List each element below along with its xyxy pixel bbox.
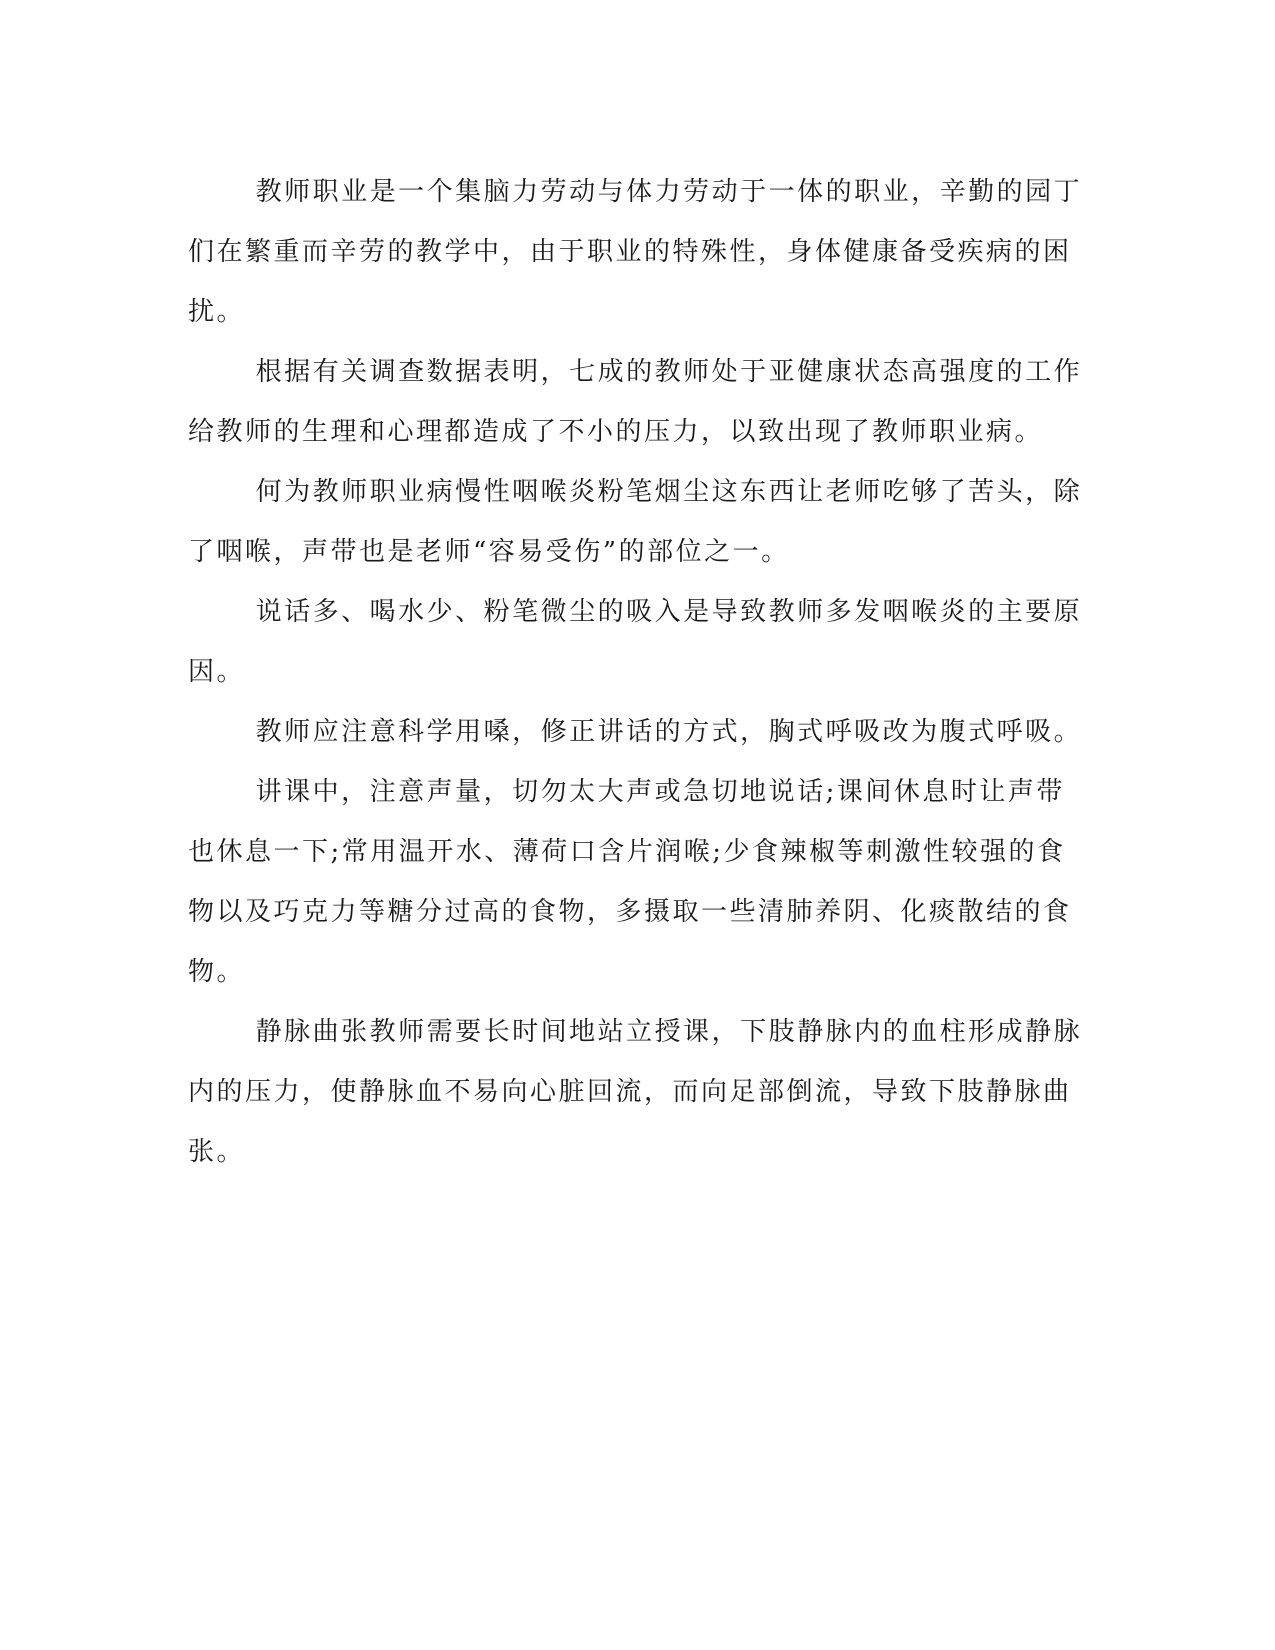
paragraph-2: 根据有关调查数据表明，七成的教师处于亚健康状态高强度的工作给教师的生理和心理都造成了不小的压力，以致出现了教师职业病。 xyxy=(188,357,1083,447)
paragraph-5: 教师应注意科学用嗓，修正讲话的方式，胸式呼吸改为腹式呼吸。 xyxy=(255,717,1083,747)
document-body xyxy=(188,162,1088,1182)
paragraph-1: 教师职业是一个集脑力劳动与体力劳动于一体的职业，辛勤的园丁们在繁重而辛劳的教学中，由于职业的特殊性，身体健康备受疾病的困扰。 xyxy=(188,177,1083,327)
paragraph-7: 静脉曲张教师需要长时间地站立授课，下肢静脉内的血柱形成静脉内的压力，使静脉血不易向心脏回流，而向足部倒流，导致下肢静脉曲张。 xyxy=(188,1017,1083,1167)
paragraph-6: 讲课中，注意声量，切勿太大声或急切地说话;课间休息时让声带也休息一下;常用温开水、薄荷口含片润喉;少食辣椒等刺激性较强的食物以及巧克力等糖分过高的食物，多摄取一些清肺养阴、化痰散结的食物。 xyxy=(188,777,1072,987)
paragraph-4: 说话多、喝水少、粉笔微尘的吸入是导致教师多发咽喉炎的主要原因。 xyxy=(188,597,1083,687)
paragraph-3: 何为教师职业病慢性咽喉炎粉笔烟尘这东西让老师吃够了苦头，除了咽喉，声带也是老师“容易受伤”的部位之一。 xyxy=(188,477,1083,567)
